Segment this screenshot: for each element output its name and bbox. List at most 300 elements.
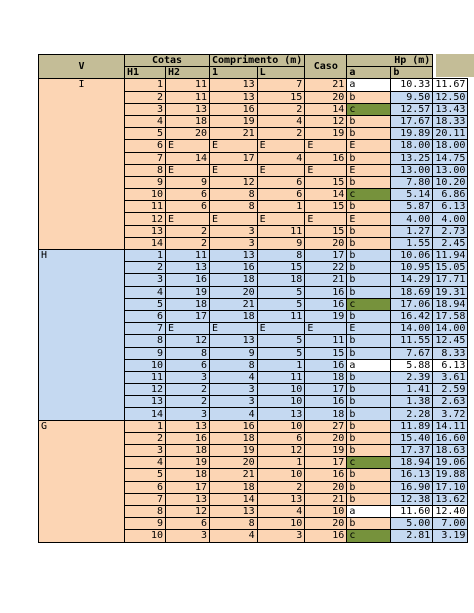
cota-h2-cell[interactable]: 21	[210, 128, 258, 140]
row-index-cell[interactable]: 3	[125, 103, 166, 115]
row-index-cell[interactable]: 3	[125, 445, 166, 457]
cota-h2-cell[interactable]: 14	[210, 493, 258, 505]
hp-b-cell[interactable]: 12.45	[433, 335, 468, 347]
hp-a-cell[interactable]: 2.81	[391, 530, 433, 542]
cota-h1-cell[interactable]: 18	[166, 115, 210, 127]
cota-h2-cell[interactable]: 18	[210, 274, 258, 286]
hp-a-cell[interactable]: 18.00	[391, 140, 433, 152]
comprimento-1-cell[interactable]: 9	[257, 237, 305, 249]
hp-b-cell[interactable]: 3.61	[433, 371, 468, 383]
row-index-cell[interactable]: 8	[125, 335, 166, 347]
cota-h1-cell[interactable]: 18	[166, 298, 210, 310]
comprimento-1-cell[interactable]: E	[257, 213, 305, 225]
hp-a-cell[interactable]: 13.25	[391, 152, 433, 164]
cota-h1-cell[interactable]: 8	[166, 347, 210, 359]
caso-cell[interactable]: c	[347, 103, 391, 115]
cota-h2-cell[interactable]: 16	[210, 103, 258, 115]
row-index-cell[interactable]: 3	[125, 274, 166, 286]
caso-cell[interactable]: b	[347, 371, 391, 383]
caso-cell[interactable]: a	[347, 359, 391, 371]
cota-h2-cell[interactable]: 8	[210, 359, 258, 371]
comprimento-1-cell[interactable]: E	[257, 140, 305, 152]
row-index-cell[interactable]: 8	[125, 164, 166, 176]
comprimento-1-cell[interactable]: 8	[257, 250, 305, 262]
cota-h2-cell[interactable]: 3	[210, 237, 258, 249]
row-index-cell[interactable]: 12	[125, 384, 166, 396]
caso-cell[interactable]: b	[347, 201, 391, 213]
caso-cell[interactable]: E	[347, 213, 391, 225]
caso-cell[interactable]: b	[347, 262, 391, 274]
comprimento-l-cell[interactable]: 16	[305, 152, 347, 164]
cota-h1-cell[interactable]: 13	[166, 103, 210, 115]
row-index-cell[interactable]: 13	[125, 396, 166, 408]
comprimento-1-cell[interactable]: 4	[257, 152, 305, 164]
group-label[interactable]: G	[39, 420, 125, 542]
hp-b-cell[interactable]: 2.73	[433, 225, 468, 237]
hp-b-cell[interactable]: 6.13	[433, 359, 468, 371]
cota-h1-cell[interactable]: 11	[166, 79, 210, 91]
comprimento-l-cell[interactable]: E	[305, 164, 347, 176]
row-index-cell[interactable]: 6	[125, 481, 166, 493]
hp-a-cell[interactable]: 5.88	[391, 359, 433, 371]
caso-cell[interactable]: b	[347, 445, 391, 457]
comprimento-1-cell[interactable]: 18	[257, 274, 305, 286]
hp-a-cell[interactable]: 7.80	[391, 176, 433, 188]
cota-h2-cell[interactable]: 13	[210, 91, 258, 103]
row-index-cell[interactable]: 1	[125, 79, 166, 91]
caso-cell[interactable]: c	[347, 189, 391, 201]
comprimento-l-cell[interactable]: 15	[305, 176, 347, 188]
hp-b-cell[interactable]: 6.86	[433, 189, 468, 201]
cota-h1-cell[interactable]: 19	[166, 286, 210, 298]
hp-b-cell[interactable]: 17.58	[433, 310, 468, 322]
hp-a-cell[interactable]: 10.06	[391, 250, 433, 262]
row-index-cell[interactable]: 9	[125, 518, 166, 530]
hp-a-cell[interactable]: 4.00	[391, 213, 433, 225]
hp-b-cell[interactable]: 12.50	[433, 91, 468, 103]
row-index-cell[interactable]: 10	[125, 189, 166, 201]
comprimento-l-cell[interactable]: 21	[305, 493, 347, 505]
hp-a-cell[interactable]: 5.14	[391, 189, 433, 201]
comprimento-l-cell[interactable]: 16	[305, 396, 347, 408]
cota-h1-cell[interactable]: 17	[166, 481, 210, 493]
cota-h2-cell[interactable]: 16	[210, 262, 258, 274]
cota-h1-cell[interactable]: 3	[166, 408, 210, 420]
comprimento-l-cell[interactable]: 17	[305, 250, 347, 262]
cota-h2-cell[interactable]: 19	[210, 115, 258, 127]
caso-cell[interactable]: b	[347, 384, 391, 396]
cota-h1-cell[interactable]: E	[166, 164, 210, 176]
caso-cell[interactable]: b	[347, 91, 391, 103]
hp-a-cell[interactable]: 10.33	[391, 79, 433, 91]
row-index-cell[interactable]: 9	[125, 347, 166, 359]
hp-b-cell[interactable]: 11.94	[433, 250, 468, 262]
cota-h1-cell[interactable]: 14	[166, 152, 210, 164]
caso-cell[interactable]: a	[347, 505, 391, 517]
hp-a-cell[interactable]: 1.38	[391, 396, 433, 408]
comprimento-1-cell[interactable]: 11	[257, 310, 305, 322]
comprimento-l-cell[interactable]: 18	[305, 408, 347, 420]
comprimento-l-cell[interactable]: 20	[305, 481, 347, 493]
cota-h2-cell[interactable]: 12	[210, 176, 258, 188]
comprimento-1-cell[interactable]: 4	[257, 115, 305, 127]
caso-cell[interactable]: b	[347, 481, 391, 493]
comprimento-1-cell[interactable]: 10	[257, 396, 305, 408]
comprimento-l-cell[interactable]: 10	[305, 505, 347, 517]
hp-b-cell[interactable]: 13.62	[433, 493, 468, 505]
comprimento-l-cell[interactable]: 21	[305, 79, 347, 91]
comprimento-1-cell[interactable]: 10	[257, 469, 305, 481]
comprimento-1-cell[interactable]: 15	[257, 262, 305, 274]
cota-h2-cell[interactable]: 16	[210, 420, 258, 432]
comprimento-l-cell[interactable]: 19	[305, 445, 347, 457]
comprimento-l-cell[interactable]: 21	[305, 274, 347, 286]
hp-b-cell[interactable]: 19.88	[433, 469, 468, 481]
comprimento-l-cell[interactable]: 16	[305, 530, 347, 542]
comprimento-1-cell[interactable]: 5	[257, 298, 305, 310]
caso-cell[interactable]: b	[347, 115, 391, 127]
hp-b-cell[interactable]: 20.11	[433, 128, 468, 140]
comprimento-l-cell[interactable]: 20	[305, 432, 347, 444]
cota-h1-cell[interactable]: 13	[166, 493, 210, 505]
cota-h1-cell[interactable]: 6	[166, 518, 210, 530]
comprimento-l-cell[interactable]: 17	[305, 384, 347, 396]
comprimento-l-cell[interactable]: 15	[305, 347, 347, 359]
hp-a-cell[interactable]: 1.27	[391, 225, 433, 237]
cota-h2-cell[interactable]: 20	[210, 286, 258, 298]
hp-b-cell[interactable]: 3.19	[433, 530, 468, 542]
hp-a-cell[interactable]: 13.00	[391, 164, 433, 176]
comprimento-1-cell[interactable]: E	[257, 323, 305, 335]
caso-cell[interactable]: b	[347, 250, 391, 262]
cota-h1-cell[interactable]: 6	[166, 189, 210, 201]
comprimento-l-cell[interactable]: 15	[305, 201, 347, 213]
hp-b-cell[interactable]: 14.00	[433, 323, 468, 335]
row-index-cell[interactable]: 14	[125, 408, 166, 420]
cota-h1-cell[interactable]: 9	[166, 176, 210, 188]
caso-cell[interactable]: b	[347, 420, 391, 432]
hp-b-cell[interactable]: 14.11	[433, 420, 468, 432]
comprimento-l-cell[interactable]: 14	[305, 189, 347, 201]
hp-a-cell[interactable]: 7.67	[391, 347, 433, 359]
row-index-cell[interactable]: 7	[125, 493, 166, 505]
row-index-cell[interactable]: 4	[125, 457, 166, 469]
cota-h1-cell[interactable]: 2	[166, 396, 210, 408]
cota-h1-cell[interactable]: 6	[166, 359, 210, 371]
comprimento-1-cell[interactable]: 5	[257, 335, 305, 347]
row-index-cell[interactable]: 4	[125, 115, 166, 127]
cota-h1-cell[interactable]: 17	[166, 310, 210, 322]
hp-a-cell[interactable]: 12.38	[391, 493, 433, 505]
row-index-cell[interactable]: 14	[125, 237, 166, 249]
cota-h1-cell[interactable]: 3	[166, 371, 210, 383]
cota-h1-cell[interactable]: 13	[166, 420, 210, 432]
cota-h2-cell[interactable]: 13	[210, 250, 258, 262]
hp-b-cell[interactable]: 18.63	[433, 445, 468, 457]
hp-a-cell[interactable]: 15.40	[391, 432, 433, 444]
cota-h1-cell[interactable]: E	[166, 140, 210, 152]
comprimento-l-cell[interactable]: E	[305, 323, 347, 335]
cota-h2-cell[interactable]: 19	[210, 445, 258, 457]
hp-a-cell[interactable]: 1.55	[391, 237, 433, 249]
cota-h1-cell[interactable]: 6	[166, 201, 210, 213]
comprimento-l-cell[interactable]: 19	[305, 310, 347, 322]
comprimento-l-cell[interactable]: 20	[305, 518, 347, 530]
hp-a-cell[interactable]: 2.39	[391, 371, 433, 383]
hp-b-cell[interactable]: 10.20	[433, 176, 468, 188]
cota-h2-cell[interactable]: 21	[210, 469, 258, 481]
comprimento-l-cell[interactable]: 16	[305, 298, 347, 310]
cota-h2-cell[interactable]: 18	[210, 432, 258, 444]
cota-h2-cell[interactable]: 21	[210, 298, 258, 310]
hp-a-cell[interactable]: 9.50	[391, 91, 433, 103]
comprimento-1-cell[interactable]: 6	[257, 432, 305, 444]
hp-b-cell[interactable]: 13.43	[433, 103, 468, 115]
comprimento-1-cell[interactable]: 1	[257, 457, 305, 469]
comprimento-l-cell[interactable]: 22	[305, 262, 347, 274]
cota-h2-cell[interactable]: 4	[210, 371, 258, 383]
row-index-cell[interactable]: 2	[125, 91, 166, 103]
row-index-cell[interactable]: 5	[125, 128, 166, 140]
comprimento-1-cell[interactable]: 15	[257, 91, 305, 103]
hp-a-cell[interactable]: 16.90	[391, 481, 433, 493]
comprimento-1-cell[interactable]: 1	[257, 201, 305, 213]
comprimento-1-cell[interactable]: 11	[257, 225, 305, 237]
hp-b-cell[interactable]: 12.40	[433, 505, 468, 517]
hp-b-cell[interactable]: 19.06	[433, 457, 468, 469]
cota-h1-cell[interactable]: E	[166, 213, 210, 225]
hp-b-cell[interactable]: 19.31	[433, 286, 468, 298]
cota-h1-cell[interactable]: 19	[166, 457, 210, 469]
comprimento-1-cell[interactable]: 5	[257, 347, 305, 359]
hp-b-cell[interactable]: 18.33	[433, 115, 468, 127]
comprimento-1-cell[interactable]: 6	[257, 189, 305, 201]
row-index-cell[interactable]: 7	[125, 152, 166, 164]
cota-h2-cell[interactable]: 4	[210, 530, 258, 542]
hp-b-cell[interactable]: 18.94	[433, 298, 468, 310]
hp-b-cell[interactable]: 17.10	[433, 481, 468, 493]
row-index-cell[interactable]: 1	[125, 250, 166, 262]
comprimento-l-cell[interactable]: 11	[305, 335, 347, 347]
cota-h2-cell[interactable]: E	[210, 140, 258, 152]
cota-h2-cell[interactable]: 3	[210, 225, 258, 237]
comprimento-1-cell[interactable]: 13	[257, 408, 305, 420]
caso-cell[interactable]: b	[347, 469, 391, 481]
comprimento-l-cell[interactable]: 16	[305, 359, 347, 371]
row-index-cell[interactable]: 12	[125, 213, 166, 225]
cota-h1-cell[interactable]: 12	[166, 335, 210, 347]
hp-b-cell[interactable]: 4.00	[433, 213, 468, 225]
caso-cell[interactable]: E	[347, 140, 391, 152]
cota-h2-cell[interactable]: 4	[210, 408, 258, 420]
row-index-cell[interactable]: 5	[125, 298, 166, 310]
comprimento-1-cell[interactable]: 13	[257, 493, 305, 505]
caso-cell[interactable]: b	[347, 347, 391, 359]
caso-cell[interactable]: b	[347, 225, 391, 237]
hp-b-cell[interactable]: 15.05	[433, 262, 468, 274]
hp-a-cell[interactable]: 11.89	[391, 420, 433, 432]
caso-cell[interactable]: b	[347, 310, 391, 322]
caso-cell[interactable]: b	[347, 518, 391, 530]
comprimento-l-cell[interactable]: 16	[305, 469, 347, 481]
hp-a-cell[interactable]: 5.87	[391, 201, 433, 213]
comprimento-l-cell[interactable]: 18	[305, 371, 347, 383]
cota-h2-cell[interactable]: 13	[210, 79, 258, 91]
caso-cell[interactable]: b	[347, 237, 391, 249]
comprimento-1-cell[interactable]: 6	[257, 176, 305, 188]
hp-b-cell[interactable]: 13.00	[433, 164, 468, 176]
cota-h1-cell[interactable]: 2	[166, 225, 210, 237]
row-index-cell[interactable]: 7	[125, 323, 166, 335]
row-index-cell[interactable]: 10	[125, 530, 166, 542]
row-index-cell[interactable]: 11	[125, 371, 166, 383]
comprimento-l-cell[interactable]: 14	[305, 103, 347, 115]
caso-cell[interactable]: b	[347, 396, 391, 408]
row-index-cell[interactable]: 4	[125, 286, 166, 298]
comprimento-1-cell[interactable]: 10	[257, 420, 305, 432]
cota-h1-cell[interactable]: 16	[166, 432, 210, 444]
hp-a-cell[interactable]: 14.29	[391, 274, 433, 286]
caso-cell[interactable]: c	[347, 457, 391, 469]
cota-h2-cell[interactable]: E	[210, 164, 258, 176]
cota-h1-cell[interactable]: 18	[166, 445, 210, 457]
comprimento-1-cell[interactable]: 2	[257, 481, 305, 493]
hp-b-cell[interactable]: 3.72	[433, 408, 468, 420]
caso-cell[interactable]: c	[347, 298, 391, 310]
hp-a-cell[interactable]: 16.42	[391, 310, 433, 322]
cota-h2-cell[interactable]: 18	[210, 310, 258, 322]
hp-a-cell[interactable]: 10.95	[391, 262, 433, 274]
hp-a-cell[interactable]: 2.28	[391, 408, 433, 420]
hp-b-cell[interactable]: 11.67	[433, 79, 468, 91]
hp-a-cell[interactable]: 11.55	[391, 335, 433, 347]
comprimento-l-cell[interactable]: 15	[305, 225, 347, 237]
cota-h2-cell[interactable]: 8	[210, 189, 258, 201]
cota-h2-cell[interactable]: 13	[210, 505, 258, 517]
cota-h1-cell[interactable]: E	[166, 323, 210, 335]
comprimento-l-cell[interactable]: 20	[305, 91, 347, 103]
cota-h2-cell[interactable]: 17	[210, 152, 258, 164]
row-index-cell[interactable]: 8	[125, 505, 166, 517]
comprimento-1-cell[interactable]: 12	[257, 445, 305, 457]
cota-h1-cell[interactable]: 13	[166, 262, 210, 274]
cota-h2-cell[interactable]: 3	[210, 396, 258, 408]
hp-b-cell[interactable]: 2.59	[433, 384, 468, 396]
hp-a-cell[interactable]: 14.00	[391, 323, 433, 335]
hp-a-cell[interactable]: 5.00	[391, 518, 433, 530]
comprimento-l-cell[interactable]: 20	[305, 237, 347, 249]
caso-cell[interactable]: b	[347, 274, 391, 286]
comprimento-l-cell[interactable]: E	[305, 140, 347, 152]
cota-h2-cell[interactable]: 8	[210, 518, 258, 530]
row-index-cell[interactable]: 10	[125, 359, 166, 371]
comprimento-1-cell[interactable]: 5	[257, 286, 305, 298]
hp-a-cell[interactable]: 18.94	[391, 457, 433, 469]
comprimento-l-cell[interactable]: 12	[305, 115, 347, 127]
cota-h1-cell[interactable]: 20	[166, 128, 210, 140]
row-index-cell[interactable]: 1	[125, 420, 166, 432]
caso-cell[interactable]: b	[347, 408, 391, 420]
caso-cell[interactable]: E	[347, 323, 391, 335]
cota-h2-cell[interactable]: 8	[210, 201, 258, 213]
hp-a-cell[interactable]: 17.67	[391, 115, 433, 127]
hp-b-cell[interactable]: 6.13	[433, 201, 468, 213]
hp-b-cell[interactable]: 17.71	[433, 274, 468, 286]
cota-h1-cell[interactable]: 18	[166, 469, 210, 481]
comprimento-1-cell[interactable]: 10	[257, 384, 305, 396]
cota-h2-cell[interactable]: 9	[210, 347, 258, 359]
group-label[interactable]: I	[39, 79, 125, 250]
cota-h2-cell[interactable]: 18	[210, 481, 258, 493]
caso-cell[interactable]: E	[347, 164, 391, 176]
row-index-cell[interactable]: 11	[125, 201, 166, 213]
cota-h1-cell[interactable]: 3	[166, 530, 210, 542]
comprimento-l-cell[interactable]: 17	[305, 457, 347, 469]
cota-h1-cell[interactable]: 2	[166, 237, 210, 249]
hp-b-cell[interactable]: 7.00	[433, 518, 468, 530]
caso-cell[interactable]: b	[347, 335, 391, 347]
row-index-cell[interactable]: 2	[125, 262, 166, 274]
row-index-cell[interactable]: 6	[125, 140, 166, 152]
group-label[interactable]: H	[39, 250, 125, 421]
hp-a-cell[interactable]: 18.69	[391, 286, 433, 298]
hp-b-cell[interactable]: 2.63	[433, 396, 468, 408]
comprimento-l-cell[interactable]: 27	[305, 420, 347, 432]
row-index-cell[interactable]: 5	[125, 469, 166, 481]
cota-h2-cell[interactable]: 3	[210, 384, 258, 396]
comprimento-1-cell[interactable]: 10	[257, 518, 305, 530]
comprimento-l-cell[interactable]: 19	[305, 128, 347, 140]
hp-a-cell[interactable]: 17.37	[391, 445, 433, 457]
comprimento-1-cell[interactable]: 2	[257, 103, 305, 115]
caso-cell[interactable]: b	[347, 493, 391, 505]
hp-b-cell[interactable]: 18.00	[433, 140, 468, 152]
cota-h1-cell[interactable]: 2	[166, 384, 210, 396]
cota-h2-cell[interactable]: 20	[210, 457, 258, 469]
comprimento-l-cell[interactable]: E	[305, 213, 347, 225]
hp-a-cell[interactable]: 11.60	[391, 505, 433, 517]
caso-cell[interactable]: a	[347, 79, 391, 91]
cota-h1-cell[interactable]: 16	[166, 274, 210, 286]
cota-h2-cell[interactable]: E	[210, 213, 258, 225]
comprimento-1-cell[interactable]: 11	[257, 371, 305, 383]
caso-cell[interactable]: b	[347, 286, 391, 298]
caso-cell[interactable]: c	[347, 530, 391, 542]
row-index-cell[interactable]: 13	[125, 225, 166, 237]
hp-b-cell[interactable]: 14.75	[433, 152, 468, 164]
hp-a-cell[interactable]: 16.13	[391, 469, 433, 481]
row-index-cell[interactable]: 9	[125, 176, 166, 188]
comprimento-1-cell[interactable]: 4	[257, 505, 305, 517]
hp-b-cell[interactable]: 2.45	[433, 237, 468, 249]
caso-cell[interactable]: b	[347, 176, 391, 188]
comprimento-1-cell[interactable]: 3	[257, 530, 305, 542]
hp-a-cell[interactable]: 1.41	[391, 384, 433, 396]
comprimento-1-cell[interactable]: 2	[257, 128, 305, 140]
cota-h2-cell[interactable]: 13	[210, 335, 258, 347]
hp-a-cell[interactable]: 12.57	[391, 103, 433, 115]
comprimento-1-cell[interactable]: 1	[257, 359, 305, 371]
hp-a-cell[interactable]: 17.06	[391, 298, 433, 310]
hp-a-cell[interactable]: 19.89	[391, 128, 433, 140]
cota-h1-cell[interactable]: 11	[166, 250, 210, 262]
row-index-cell[interactable]: 2	[125, 432, 166, 444]
comprimento-1-cell[interactable]: 7	[257, 79, 305, 91]
cota-h2-cell[interactable]: E	[210, 323, 258, 335]
caso-cell[interactable]: b	[347, 432, 391, 444]
comprimento-l-cell[interactable]: 16	[305, 286, 347, 298]
comprimento-1-cell[interactable]: E	[257, 164, 305, 176]
